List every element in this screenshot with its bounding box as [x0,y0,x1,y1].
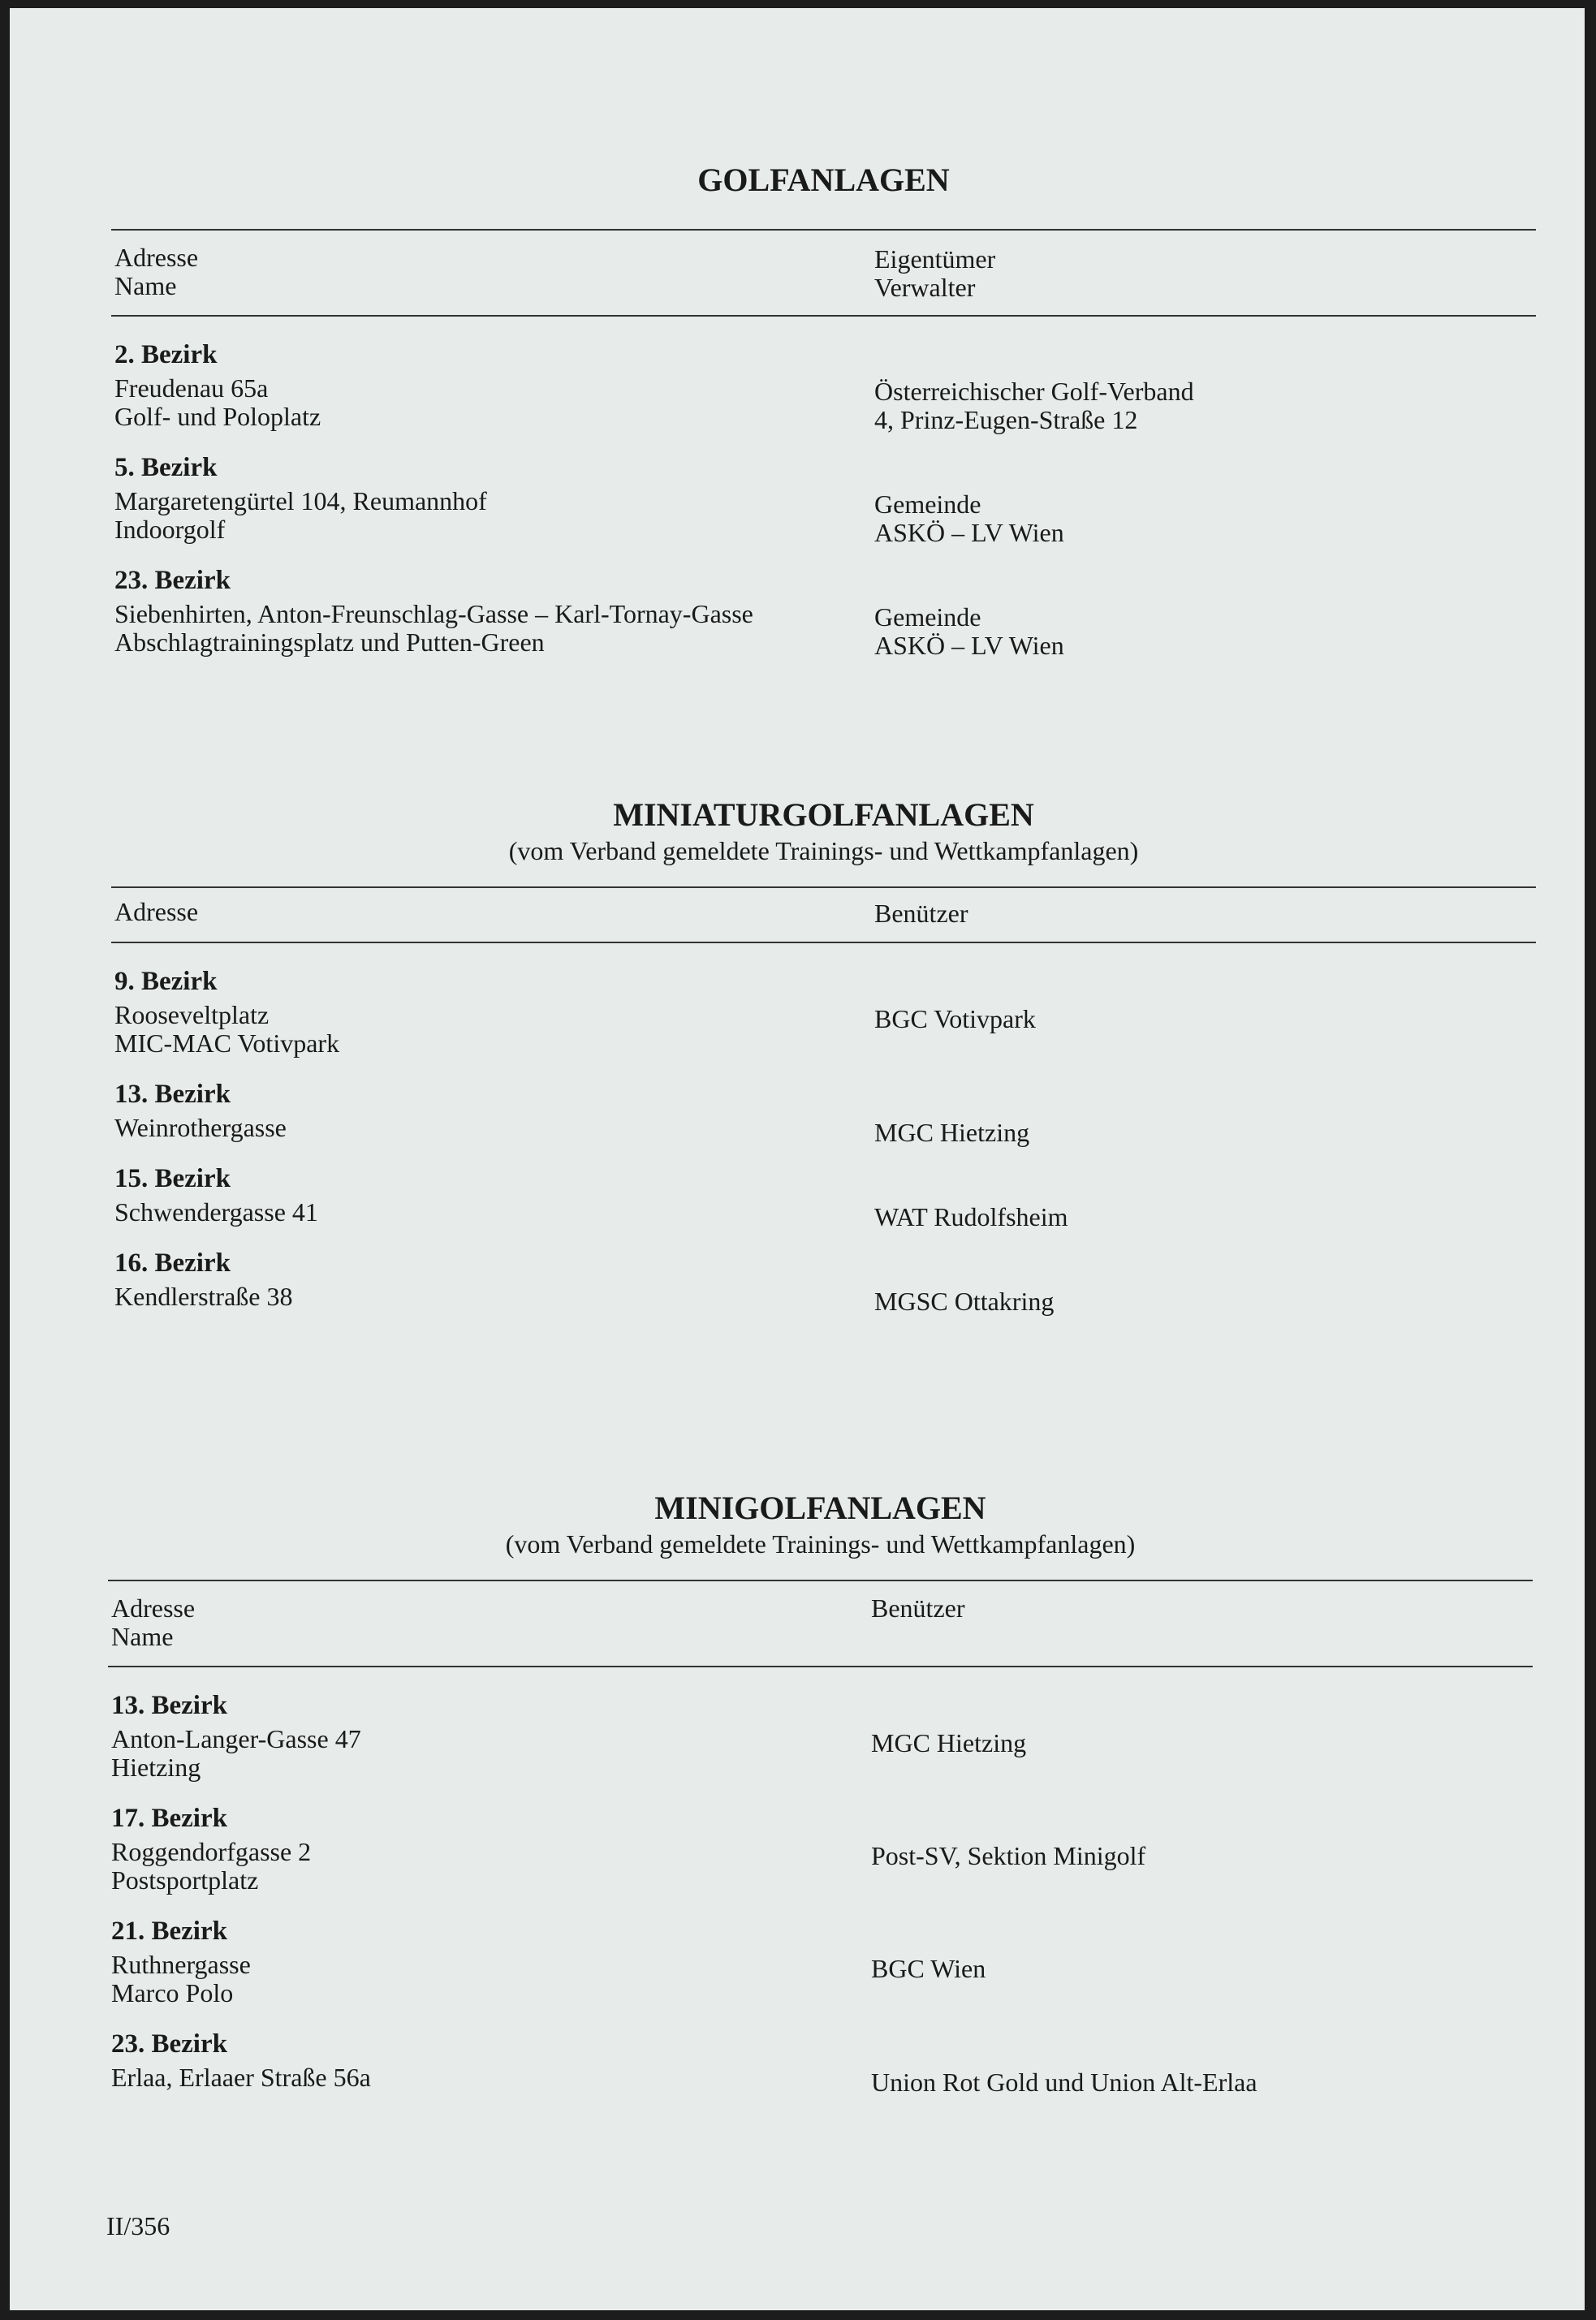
entry [111,1248,1536,1316]
section-minigolfanlagen [108,1490,1533,2115]
address-line: Margaretengürtel 104, Reumannhof [114,486,487,515]
address-line: Erlaa, Erlaaer Straße 56a [111,2063,371,2092]
column-header-right [874,899,968,928]
user-line: MGSC Ottakring [874,1287,1055,1316]
section-title: GOLFANLAGEN [697,162,950,198]
header-eigentuemer: Eigentümer [874,244,996,274]
user-line: MGC Hietzing [871,1728,1027,1757]
entry [111,340,1536,434]
name-line: Indoorgolf [114,515,226,544]
section-title: MINIATURGOLFANLAGEN [613,796,1034,833]
user-block [871,1729,1026,1757]
bezirk-heading: 13. Bezirk [114,1080,231,1109]
entry-list [111,317,1536,660]
bezirk-heading: 13. Bezirk [111,1691,227,1720]
bezirk-heading: 15. Bezirk [114,1164,231,1193]
address-line: Freudenau 65a [114,373,269,403]
header-benuetzer: Benützer [871,1593,965,1623]
address-line: Siebenhirten, Anton-Freunschlag-Gasse – Karl-Tornay-Gasse [114,599,753,628]
entry [108,1805,1533,1895]
entry [108,1692,1533,1782]
name-line: Marco Polo [111,1978,234,2007]
column-header-left [114,244,198,300]
user-block [871,2068,1257,2097]
name-line: Abschlagtrainingsplatz und Putten-Green [114,627,545,657]
column-header-right [874,245,995,302]
address-line: Anton-Langer-Gasse 47 [111,1724,361,1753]
address-line: Schwendergasse 41 [114,1197,318,1227]
section-golfanlagen [111,162,1536,679]
user-line: BGC Wien [871,1954,986,1983]
user-block [871,1842,1145,1870]
name-line: Postsportplatz [111,1865,259,1895]
user-line: MGC Hietzing [874,1118,1030,1147]
column-header [108,1581,1533,1666]
user-line: WAT Rudolfsheim [874,1202,1068,1231]
column-header-left [114,898,198,926]
address-line: Roggendorfgasse 2 [111,1837,312,1866]
name-line: MIC-MAC Votivpark [114,1028,340,1058]
header-adresse: Adresse [114,243,199,272]
address-line: Weinrothergasse [114,1113,287,1142]
header-benuetzer: Benützer [874,899,968,928]
manager-line: 4, Prinz-Eugen-Straße 12 [874,405,1138,434]
page-number: II/356 [106,2211,170,2240]
bezirk-heading: 21. Bezirk [111,1917,227,1946]
bezirk-heading: 17. Bezirk [111,1804,227,1833]
owner-line: Österreichischer Golf-Verband [874,377,1194,406]
entry [111,566,1536,660]
manager-line: ASKÖ – LV Wien [874,631,1064,660]
column-header [111,888,1536,942]
entry [108,2029,1533,2097]
entry [111,1164,1536,1231]
section-miniaturgolfanlagen [111,797,1536,1334]
owner-block [874,490,1064,547]
address-line: Kendlerstraße 38 [114,1282,293,1311]
user-line: BGC Votivpark [874,1004,1036,1033]
user-line: Union Rot Gold und Union Alt-Erlaa [871,2068,1257,2097]
name-line: Hietzing [111,1753,201,1782]
entry [111,968,1536,1058]
section-title: MINIGOLFANLAGEN [654,1490,986,1526]
entry-list [111,943,1536,1316]
user-block [874,1287,1054,1316]
header-adresse: Adresse [111,1593,196,1623]
header-verwalter: Verwalter [874,273,976,302]
user-block [874,1005,1036,1033]
header-name: Name [114,271,177,300]
entry [108,1917,1533,2007]
user-line: Post-SV, Sektion Minigolf [871,1841,1146,1870]
address-line: Ruthnergasse [111,1950,251,1979]
section-subtitle: (vom Verband gemeldete Trainings- und Wettkampfanlagen) [508,836,1139,865]
column-header [111,231,1536,315]
column-header-left [111,1594,195,1651]
bezirk-heading: 23. Bezirk [111,2029,227,2059]
header-name: Name [111,1622,174,1651]
entry [111,1080,1536,1147]
bezirk-heading: 23. Bezirk [114,566,231,595]
document-page [10,8,1585,2310]
address-line: Rooseveltplatz [114,1000,270,1029]
header-adresse: Adresse [114,897,199,926]
owner-line: Gemeinde [874,602,981,632]
owner-block [874,603,1064,660]
owner-block [874,377,1194,434]
bezirk-heading: 5. Bezirk [114,453,218,482]
bezirk-heading: 2. Bezirk [114,340,218,369]
bezirk-heading: 9. Bezirk [114,967,218,996]
user-block [874,1119,1029,1147]
entry-list [108,1667,1533,2097]
entry [111,453,1536,547]
manager-line: ASKÖ – LV Wien [874,518,1064,547]
user-block [871,1955,986,1983]
bezirk-heading: 16. Bezirk [114,1248,231,1278]
column-header-right [871,1594,965,1623]
user-block [874,1203,1068,1231]
name-line: Golf- und Poloplatz [114,402,321,431]
section-subtitle: (vom Verband gemeldete Trainings- und Wettkampfanlagen) [505,1529,1136,1559]
owner-line: Gemeinde [874,489,981,519]
